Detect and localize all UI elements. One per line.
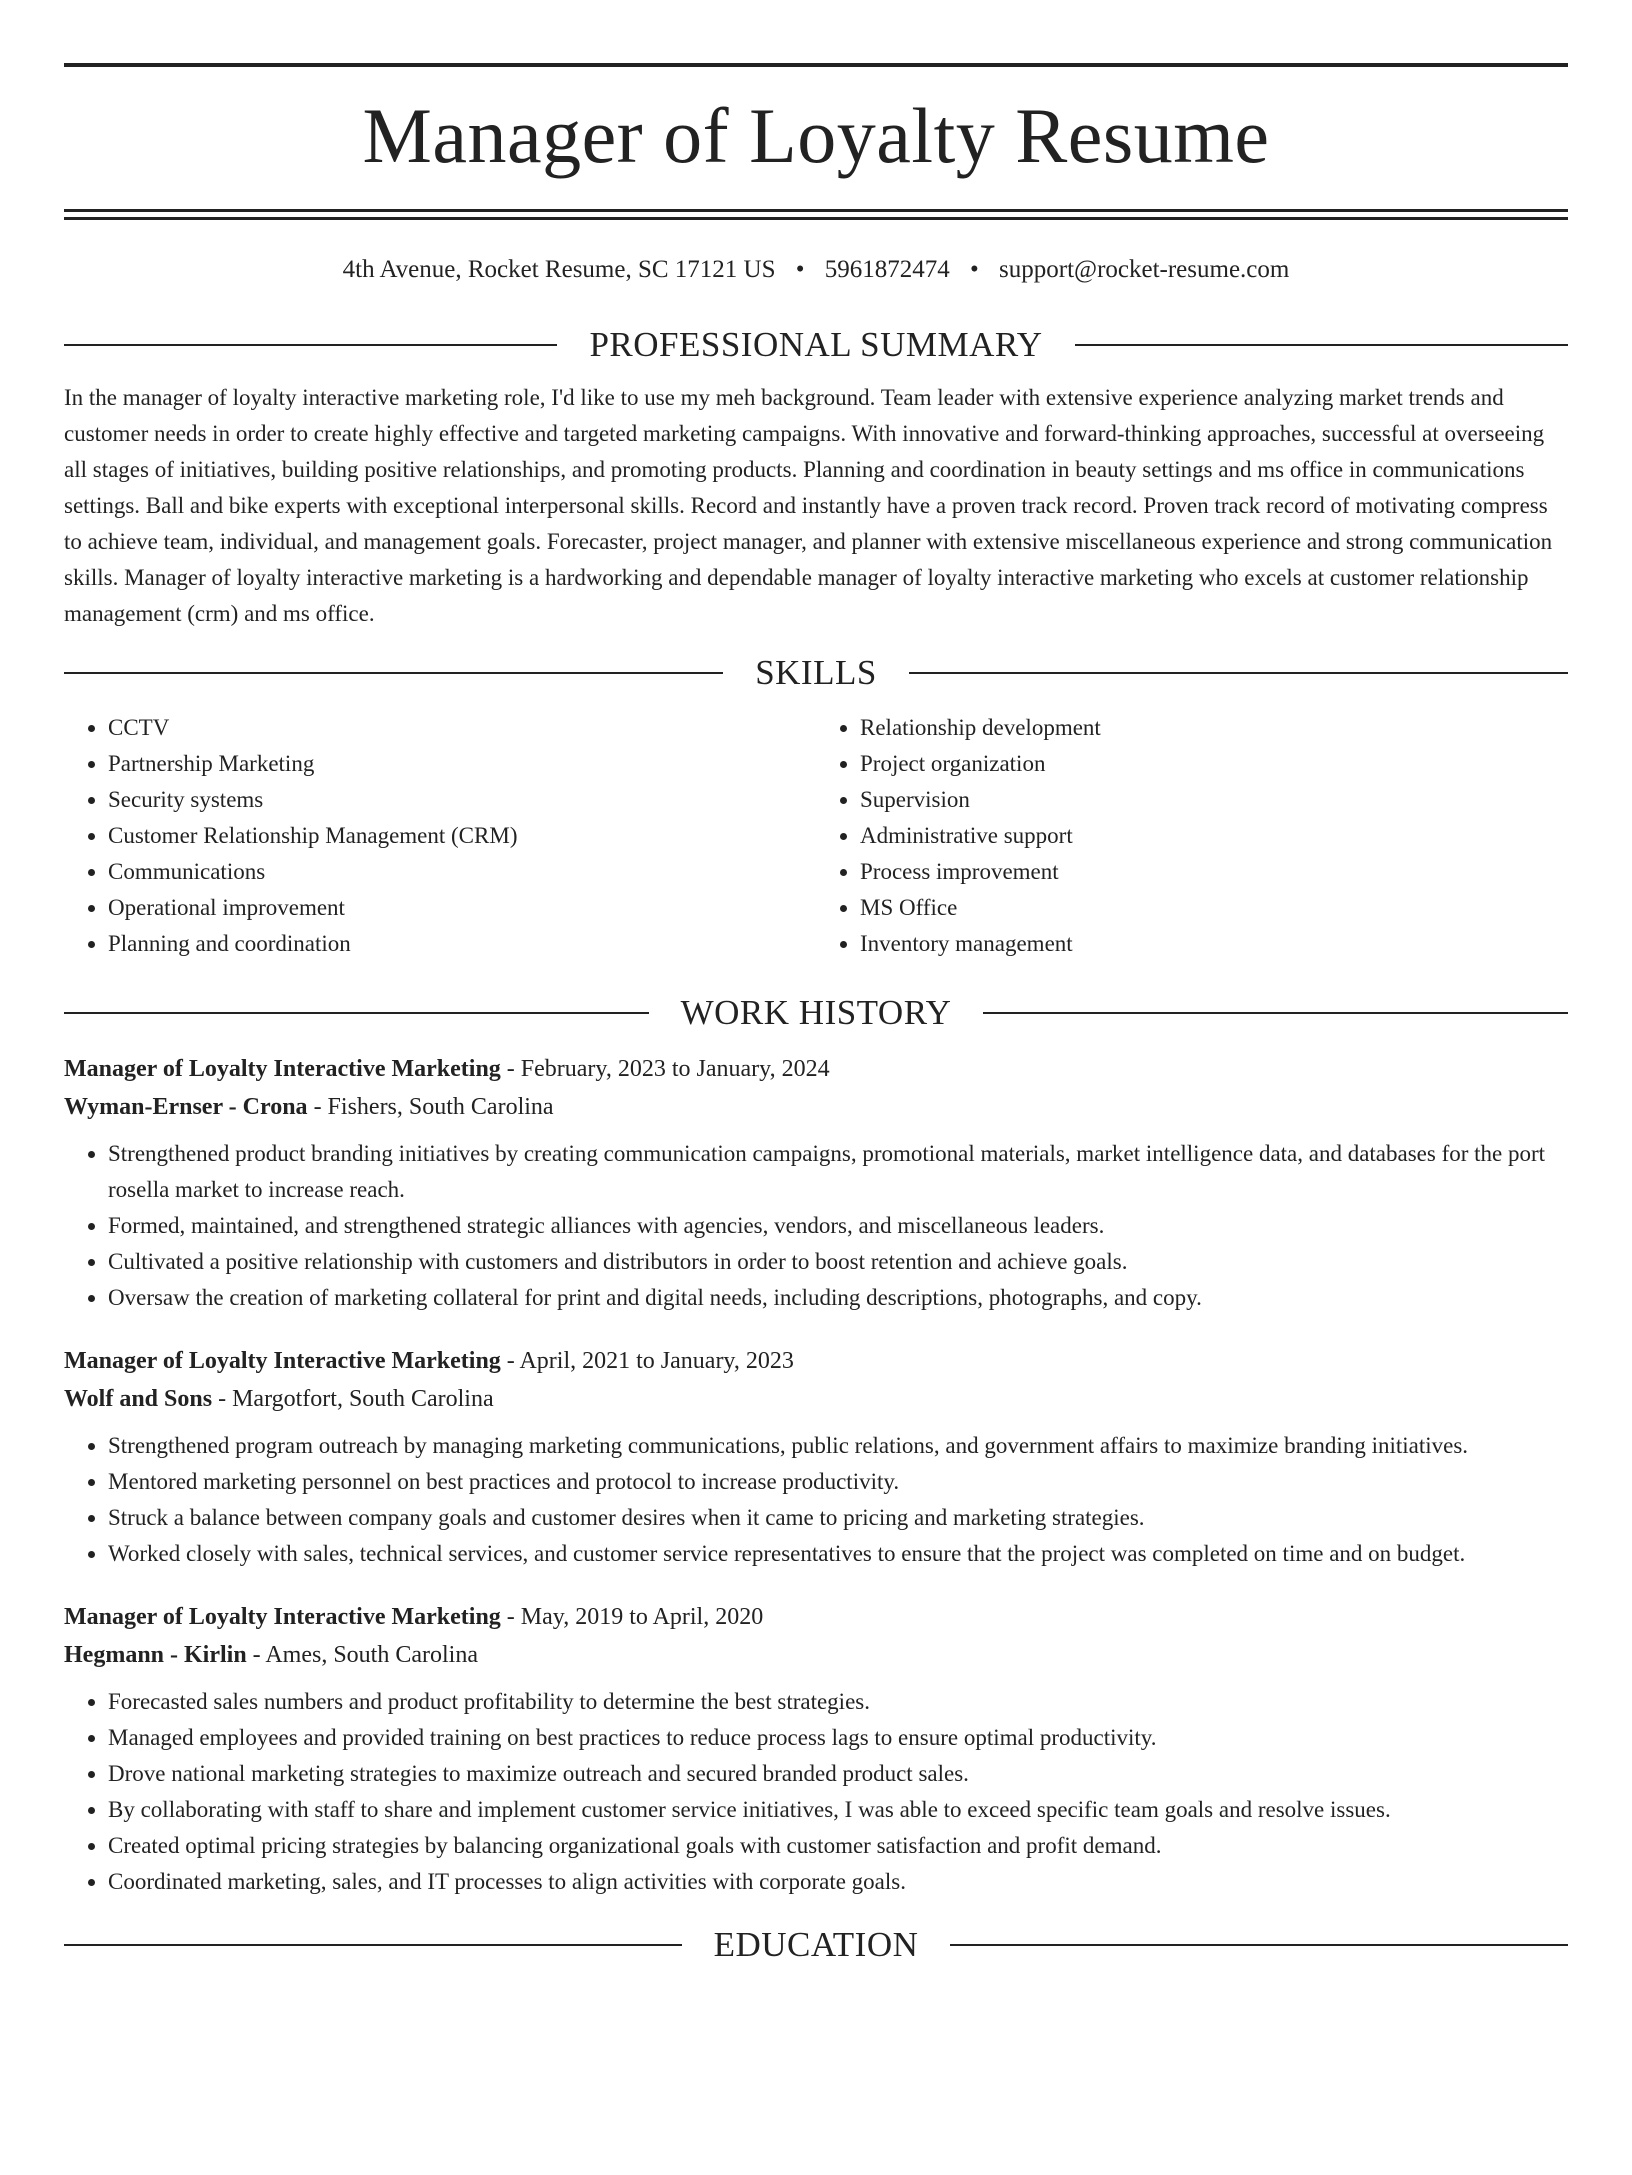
education-heading bbox=[64, 1922, 1568, 1968]
job-bullet: • Strengthened product branding initiatives by creating communication campaigns, promotional materials, market intelligence data, and databases for the port rosella market to increase reach. bbox=[108, 1136, 1568, 1208]
skill-item: • Customer Relationship Management (CRM) bbox=[108, 818, 816, 854]
skill-item: • Process improvement bbox=[860, 854, 1568, 890]
job-bullet: • Managed employees and provided training on best practices to reduce process lags to ensure optimal productivity. bbox=[108, 1720, 1568, 1756]
skill-item: • Security systems bbox=[108, 782, 816, 818]
skill-item: • Partnership Marketing bbox=[108, 746, 816, 782]
education-heading-text: EDUCATION bbox=[713, 1925, 919, 1964]
job-bullets bbox=[64, 1136, 1568, 1316]
job-bullet: • Mentored marketing personnel on best practices and protocol to increase productivity. bbox=[108, 1464, 1568, 1500]
contact-email: support@rocket-resume.com bbox=[999, 256, 1290, 283]
job-company: Hegmann - Kirlin bbox=[64, 1642, 247, 1668]
job-dates: - April, 2021 to January, 2023 bbox=[500, 1348, 794, 1374]
skill-item: • Supervision bbox=[860, 782, 1568, 818]
job-bullet: • Created optimal pricing strategies by balancing organizational goals with customer satisfaction and profit demand. bbox=[108, 1828, 1568, 1864]
contact-line bbox=[64, 250, 1568, 290]
job-bullet: • Worked closely with sales, technical services, and customer service representatives to ensure that the project was completed on time and on budget. bbox=[108, 1536, 1568, 1572]
job-bullet: • Forecasted sales numbers and product profitability to determine the best strategies. bbox=[108, 1684, 1568, 1720]
skills-column-left bbox=[64, 710, 816, 962]
job-company: Wolf and Sons bbox=[64, 1386, 213, 1412]
job-dates: - May, 2019 to April, 2020 bbox=[500, 1604, 764, 1630]
skills-list bbox=[64, 710, 1568, 962]
job-title-line bbox=[64, 1342, 1568, 1380]
top-rule bbox=[64, 63, 1568, 67]
job-title: Manager of Loyalty Interactive Marketing bbox=[64, 1348, 501, 1374]
title-double-rule bbox=[64, 209, 1568, 220]
skill-item: • Relationship development bbox=[860, 710, 1568, 746]
skill-item: • Communications bbox=[108, 854, 816, 890]
job-title: Manager of Loyalty Interactive Marketing bbox=[64, 1056, 501, 1082]
contact-separator: • bbox=[795, 256, 805, 283]
job-dates: - February, 2023 to January, 2024 bbox=[500, 1056, 830, 1082]
job-company-line bbox=[64, 1088, 1568, 1126]
page-title: Manager of Loyalty Resume bbox=[362, 92, 1270, 179]
job-company: Wyman-Ernser - Crona bbox=[64, 1094, 308, 1120]
work-heading bbox=[64, 990, 1568, 1036]
summary-heading bbox=[64, 322, 1568, 368]
skill-item: • MS Office bbox=[860, 890, 1568, 926]
job-location: - Ames, South Carolina bbox=[246, 1642, 478, 1668]
job-title: Manager of Loyalty Interactive Marketing bbox=[64, 1604, 501, 1630]
skills-heading bbox=[64, 650, 1568, 696]
skills-column-right bbox=[816, 710, 1568, 962]
skill-item: • CCTV bbox=[108, 710, 816, 746]
job-entry bbox=[64, 1342, 1568, 1572]
job-title-line bbox=[64, 1050, 1568, 1088]
job-bullet: • Drove national marketing strategies to maximize outreach and secured branded product sales. bbox=[108, 1756, 1568, 1792]
work-heading-text: WORK HISTORY bbox=[680, 993, 952, 1032]
job-bullet: • Oversaw the creation of marketing collateral for print and digital needs, including descriptions, photographs, and copy. bbox=[108, 1280, 1568, 1316]
skill-item: • Planning and coordination bbox=[108, 926, 816, 962]
skill-item: • Operational improvement bbox=[108, 890, 816, 926]
job-location: - Margotfort, South Carolina bbox=[212, 1386, 494, 1412]
resume-page bbox=[0, 63, 1632, 2175]
job-bullet: • Struck a balance between company goals and customer desires when it came to pricing and marketing strategies. bbox=[108, 1500, 1568, 1536]
skill-item: • Administrative support bbox=[860, 818, 1568, 854]
skills-heading-text: SKILLS bbox=[755, 653, 877, 692]
job-entry bbox=[64, 1050, 1568, 1316]
contact-address: 4th Avenue, Rocket Resume, SC 17121 US bbox=[342, 256, 776, 283]
skill-item: • Project organization bbox=[860, 746, 1568, 782]
contact-separator: • bbox=[970, 256, 979, 283]
job-bullet: • Coordinated marketing, sales, and IT processes to align activities with corporate goals. bbox=[108, 1864, 1568, 1900]
contact-phone: 5961872474 bbox=[824, 256, 950, 283]
job-entry bbox=[64, 1598, 1568, 1900]
job-location: - Fishers, South Carolina bbox=[307, 1094, 554, 1120]
job-bullet: • Formed, maintained, and strengthened strategic alliances with agencies, vendors, and miscellaneous leaders. bbox=[108, 1208, 1568, 1244]
job-title-line bbox=[64, 1598, 1568, 1636]
job-company-line bbox=[64, 1636, 1568, 1674]
summary-text: In the manager of loyalty interactive marketing role, I'd like to use my meh background. Team leader with extensive experience analyzing market trends and customer needs in order to create highly effective and targeted marketing campaigns. With innovative and forward-thinking approaches, successful at overseeing all stages of initiatives, building positive relationships, and promoting products. Planning and coordination in beauty settings and ms office in communications settings. Ball and bike experts with exceptional interpersonal skills. Record and instantly have a proven track record. Proven track record of motivating compress to achieve team, individual, and management goals. Forecaster, project manager, and planner with extensive miscellaneous experience and strong communication skills. Manager of loyalty interactive marketing is a hardworking and dependable manager of loyalty interactive marketing who excels at customer relationship management (crm) and ms office. bbox=[64, 385, 1553, 626]
job-bullet: • Cultivated a positive relationship with customers and distributors in order to boost retention and achieve goals. bbox=[108, 1244, 1568, 1280]
job-bullets bbox=[64, 1684, 1568, 1900]
work-history bbox=[64, 1050, 1568, 1900]
job-bullet: • By collaborating with staff to share and implement customer service initiatives, I was able to exceed specific team goals and resolve issues. bbox=[108, 1792, 1568, 1828]
skill-item: • Inventory management bbox=[860, 926, 1568, 962]
job-bullet: • Strengthened program outreach by managing marketing communications, public relations, and government affairs to maximize branding initiatives. bbox=[108, 1428, 1568, 1464]
summary-heading-text: PROFESSIONAL SUMMARY bbox=[589, 325, 1043, 364]
job-bullets bbox=[64, 1428, 1568, 1572]
job-company-line bbox=[64, 1380, 1568, 1418]
